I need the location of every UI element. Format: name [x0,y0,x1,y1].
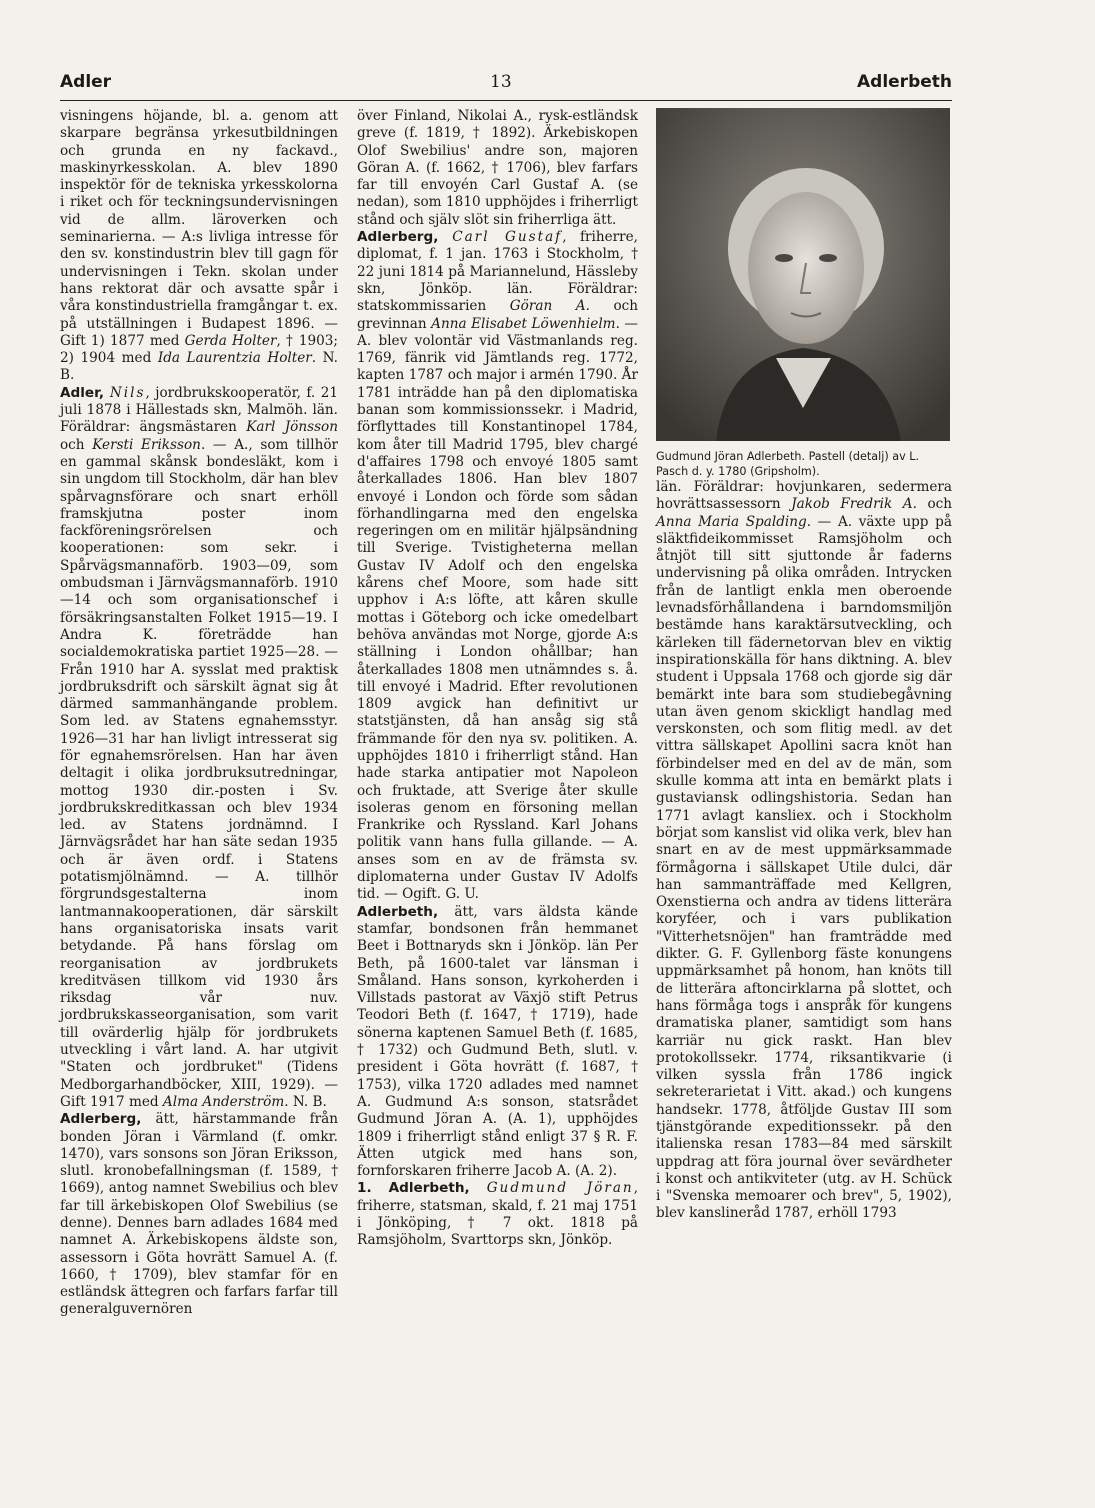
paragraph [60,385,338,1111]
italic-name: Ida Laurentzia Holter [157,350,312,367]
column-1 [60,108,338,1319]
italic-name: Anna Maria Spalding [656,513,807,530]
entry-heading: Adlerbeth, [357,903,455,920]
italic-name: Jakob Fredrik A. [791,496,917,513]
italic-name: Kersti Eriksson [92,436,201,453]
entry-name: Nils [109,384,146,401]
text-run: . N. B. [60,350,338,384]
paragraph [357,1180,638,1249]
text-run: , friherre, diplomat, f. 1 jan. 1763 i Stockholm, † 22 juni 1814 på Mariannelund, Hässleby skn, Jönköp. län. Föräldrar: statskommissarien [357,229,638,315]
text-run: ätt, vars äldsta kände stamfar, bondsonen från hemmanet Beet i Bottnaryds skn i Jönköp. län Per Beth, på 1600-talet var länsman i Småland. Hans sonson, kyrkoherden i Villstads pastorat av Växjö stift Petrus Teodori Beth (f. 1647, † 1719), hade sönerna kaptenen Samuel Beth (f. 1685, † 1732) och Gudmund Beth, slutl. v. president i Göta hovrätt (f. 1687, † 1753), vilka 1720 adlades med namnet A. Gudmund A:s sonson, statsrådet Gudmund Jöran A. (A. 1), upphöjdes 1809 i friherrligt stånd enligt 37 § R. F. Ätten utgick med hans son, fornforskaren friherre Jacob A. (A. 2). [357,903,638,1180]
text-run: och grevinnan [357,298,638,332]
paragraph [656,479,952,1223]
entry-heading: Adlerberg, [60,1111,156,1128]
text-run: län. Föräldrar: hovjunkaren, sedermera hovrättsassessorn [656,479,952,513]
text-run: . — A., som tillhör en gammal skånsk bondesläkt, kom i sin ungdom till Stockholm, där han blev spårvagnsförare och snart erhöll framskjutna poster inom fackföreningsrörelsen och kooperationen: som sekr. i Spårvägsmannaförb. 1903—09, som ombudsman i Järnvägsmannaförb. 1910—14 och som organisationschef i försäkringsanstalten Folket 1915—19. I Andra K. företrädde han socialdemokratiska partiet 1925—28. — Från 1910 har A. sysslat med praktisk jordbruksdrift och särskilt ägnat sig åt därmed sammanhängande problem. Som led. av Statens egnahemsstyr. 1926—31 har han livligt intresserat sig för egnahemsrörelsen. Han har även deltagit i olika jordbruksutredningar, mottog 1930 dir.-posten i Sv. jordbrukskreditkassan och blev 1934 led. av Statens jordnämnd. I Järnvägsrådet har han säte sedan 1935 och är även ordf. i Statens potatismjölnämnd. — A. tillhör förgrundsgestalterna inom lantmannakooperationen, där särskilt hans organisatoriska insats varit betydande. På hans förslag om reorganisation av jordbrukets kreditväsen tillkom vid 1930 års riksdag vår nuv. jordbrukskasseorganisation, som varit till ovärderlig hjälp för jordbrukets utveckling i vårt land. A. har utgivit "Staten och jordbruket" (Tidens Medborgarhandböcker, XIII, 1929). — Gift 1917 med [60,436,339,1110]
entry-name: Carl Gustaf [452,229,563,246]
text-run: och [916,496,953,513]
italic-name: Anna Elisabet Löwenhielm [431,315,616,332]
paragraph [60,108,338,385]
portrait-caption: Gudmund Jöran Adlerbeth. Pastell (detalj) av L. Pasch d. y. 1780 (Gripsholm). [656,450,920,478]
italic-name: Gerda Holter [184,332,277,349]
text-run: , friherre, statsman, skald, f. 21 maj 1751 i Jönköping, † 7 okt. 1818 på Ramsjöholm, Svarttorps skn, Jönköp. [357,1180,639,1249]
text-run: ätt, härstammande från bonden Jöran i Värmland (f. omkr. 1470), vars sonsons son Jöran Eriksson, slutl. kronobefallningsman (f. 1589, † 1669), antog namnet Swebilius och blev far till ärkebiskopen Olof Swebilius (se denne). Dennes barn adlades 1684 med namnet A. Ärkebiskopens äldste son, assessorn i Göta hovrätt Samuel A. (f. 1660, † 1709), blev stamfar för en estländsk ättegren och farfars farfar till generalguvernören [60,1111,339,1318]
text-run: visningens höjande, bl. a. genom att skarpare begränsa yrkesutbildningen och grunda en ny fackavd., maskinyrkesskolan. A. blev 1890 inspektör för de tekniska yrkesskolorna i riket och för teckningsundervisningen vid de allm. läroverken och seminarierna. — A:s livliga intresse för den sv. konstindustrin blev till gagn för undervisningen i Tekn. skolan under hans rektorat där och avsatte spår i våra konstindustriella framgångar t. ex. på utställningen i Budapest 1896. — Gift 1) 1877 med [60,108,338,349]
text-run: , † 1903; 2) 1904 med [60,332,339,367]
text-run: , jordbrukskooperatör, f. 21 juli 1878 i Hällestads skn, Malmöh. län. Föräldrar: ängsmästaren [60,384,338,436]
running-header [60,70,952,101]
text-run: . — A. växte upp på släktfideikommisset Ramsjöholm och åtnjöt till sitt sjuttonde år faderns undervisning på olika områden. Intrycken från de lantligt enkla men oberoende levnadsförhållandena i barndomsmiljön bestämde hans karaktärsutveckling, och kärleken till fädernetorvan blev en viktig inspirationskälla för hans diktning. A. blev student i Uppsala 1768 och gjorde sig där bemärkt inte bara som studiebegåvning utan även genom skickligt handlag med verskonsten, och som flitig medl. av det vittra sällskapet Apollini sacra knöt han förbindelser med en del av de män, som skulle komma att inta en bemärkt plats i gustaviansk odlingshistoria. Sedan han 1771 avlagt kansliex. och i Stockholm börjat som kanslist vid olika verk, blev han snart en av de mest uppmärksammade förmågorna i sällskapet Utile dulci, där han sammanträffade med Kellgren, Oxenstierna och andra av tidens litterära koryféer, och i vars publikation "Vitterhetsnöjen" han framträdde med dikter. G. F. Gyllenborg fäste konungens uppmärksamhet på honom, han knöts till de litterära aftoncirklarna på slottet, och hans förmåga togs i anspråk för kungens dramatiska planer, samtidigt som hans karriär nu gick raskt. Han blev protokollssekr. 1774, riksantikvarie (i vilken syssla från 1786 ingick sekreterarietat i Vitt. akad.) och kungens handsekr. 1778, åtföljde Gustav III som tjänstgörande expeditionssekr. på den italienska resan 1783—84 med särskilt uppdrag att föra journal över sevärdheter i konst och antikviteter (utg. av H. Schück i "Svenska memoarer och brev", 5, 1902), blev kanslineråd 1787, erhöll 1793 [656,513,952,1222]
text-run: över Finland, Nikolai A., rysk-estländsk greve (f. 1819, † 1892). Ärkebiskopen Olof Swebilius' andre son, majoren Göran A. (f. 1662, † 1706), blev farfars far till envoyén Carl Gustaf A. (se nedan), som 1810 upphöjdes i friherrligt stånd och själv slöt sin friherrliga ätt. [357,108,638,228]
entry-name: Gudmund Jöran [486,1180,634,1197]
paragraph [357,229,638,904]
entry-heading: Adlerberg, [357,229,453,246]
paragraph [357,904,638,1181]
italic-name: Karl Jönsson [246,419,338,436]
italic-name: Alma Anderström [162,1093,285,1110]
column-2 [357,108,638,1250]
header-left: Adler [60,72,112,92]
text-run: och [60,436,93,453]
page-number: 13 [490,72,512,92]
italic-name: Göran A. [509,298,590,315]
entry-heading: 1. Adlerbeth, [357,1180,487,1197]
text-run: . N. B. [284,1093,327,1110]
paragraph [357,108,638,229]
portrait-illustration [656,108,950,441]
header-right: Adlerbeth [857,72,952,92]
portrait-image [656,108,950,441]
paragraph [60,1111,338,1319]
column-3-text [656,479,952,1223]
text-run: . — A. blev volontär vid Västmanlands reg. 1769, fänrik vid Jämtlands reg. 1772, kapten 1787 och major i armén 1790. År 1781 inträdde han på den diplomatiska banan som kommissionssekr. i Madrid, förflyttades till Konstantinopel 1784, kom åter till Madrid 1795, blev chargé d'affaires 1798 och envoyé 1805 samt återkallades 1806. Han blev 1807 envoyé i London och förde som sådan förhandlingarna med den engelska regeringen om en militär hjälpsändning till Sverige. Tvistigheterna mellan Gustav IV Adolf och den engelska kårens chef Moore, som hade sitt upphov i A:s löfte, att kåren skulle mottas i Göteborg och icke omedelbart behöva användas mot Norge, gjorde A:s ställning i London ohållbar; han återkallades 1808 men utnämndes s. å. till envoyé i Madrid. Efter revolutionen 1809 avgick han definitivt ur statstjänsten, då han ansåg sig stå främmande för den nya sv. politiken. A. upphöjdes 1810 i friherrligt stånd. Han hade starka antipatier mot Napoleon och fruktade, att Sverige åter skulle isoleras genom en försoning mellan Frankrike och Ryssland. Karl Johans politik vann hans fulla gillande. — A. anses som en av de främsta sv. diplomaterna under Gustav IV Adolfs tid. — Ogift. G. U. [357,315,638,903]
column-3 [656,108,952,1223]
entry-heading: Adler, [60,384,110,401]
